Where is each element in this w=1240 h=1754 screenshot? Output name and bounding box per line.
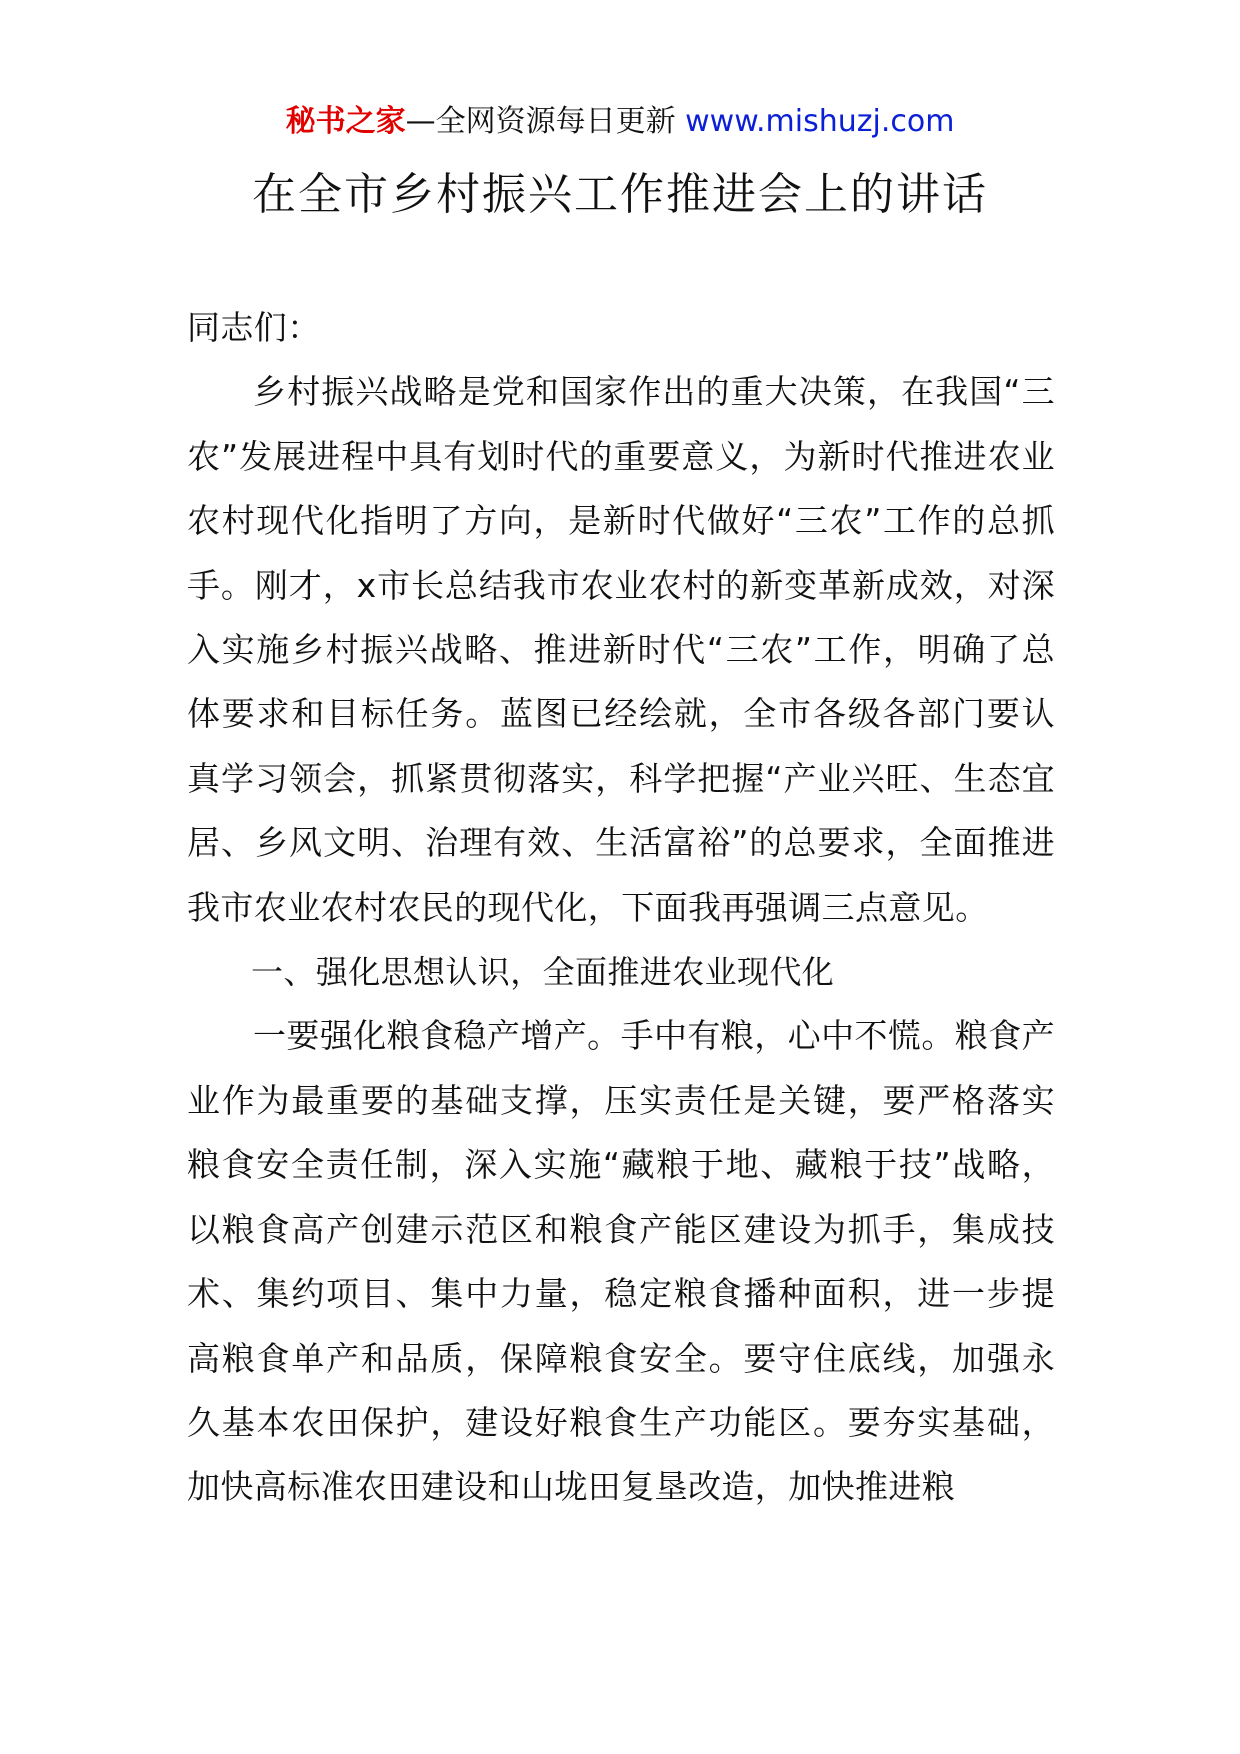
section-paragraph: 一要强化粮食稳产增产。手中有粮，心中不慌。粮食产业作为最重要的基础支撑，压实责任是关键，要严格落实粮食安全责任制，深入实施“藏粮于地、藏粮于技”战略，以粮食高产创建示范区和粮食产能区建设为抓手，集成技术、集约项目、集中力量，稳定粮食播种面积，进一步提高粮食单产和品质，保障粮食安全。要守住底线，加强永久基本农田保护，建设好粮食生产功能区。要夯实基础，加快高标准农田建设和山垅田复垦改造，加快推进粮 <box>187 1016 1055 1507</box>
banner-tagline: —全网资源每日更新 <box>405 104 686 139</box>
document-title: 在全市乡村振兴工作推进会上的讲话 <box>252 169 988 220</box>
brand-name: 秘书之家 <box>285 104 406 139</box>
document-body <box>187 296 1055 1520</box>
site-url-link[interactable]: www.mishuzj.com <box>685 104 955 139</box>
body-paragraph: 乡村振兴战略是党和国家作出的重大决策，在我国“三农”发展进程中具有划时代的重要意义，为新时代推进农业农村现代化指明了方向，是新时代做好“三农”工作的总抓手。刚才，x市长总结我市农业农村的新变革新成效，对深入实施乡村振兴战略、推进新时代“三农”工作，明确了总体要求和目标任务。蓝图已经绘就，全市各级各部门要认真学习领会，抓紧贯彻落实，科学把握“产业兴旺、生态宜居、乡风文明、治理有效、生活富裕”的总要求，全面推进我市农业农村农民的现代化，下面我再强调三点意见。 <box>187 372 1055 927</box>
section-heading: 一、强化思想认识，全面推进农业现代化 <box>251 953 835 992</box>
site-banner <box>0 102 1240 142</box>
salutation: 同志们： <box>187 308 321 347</box>
